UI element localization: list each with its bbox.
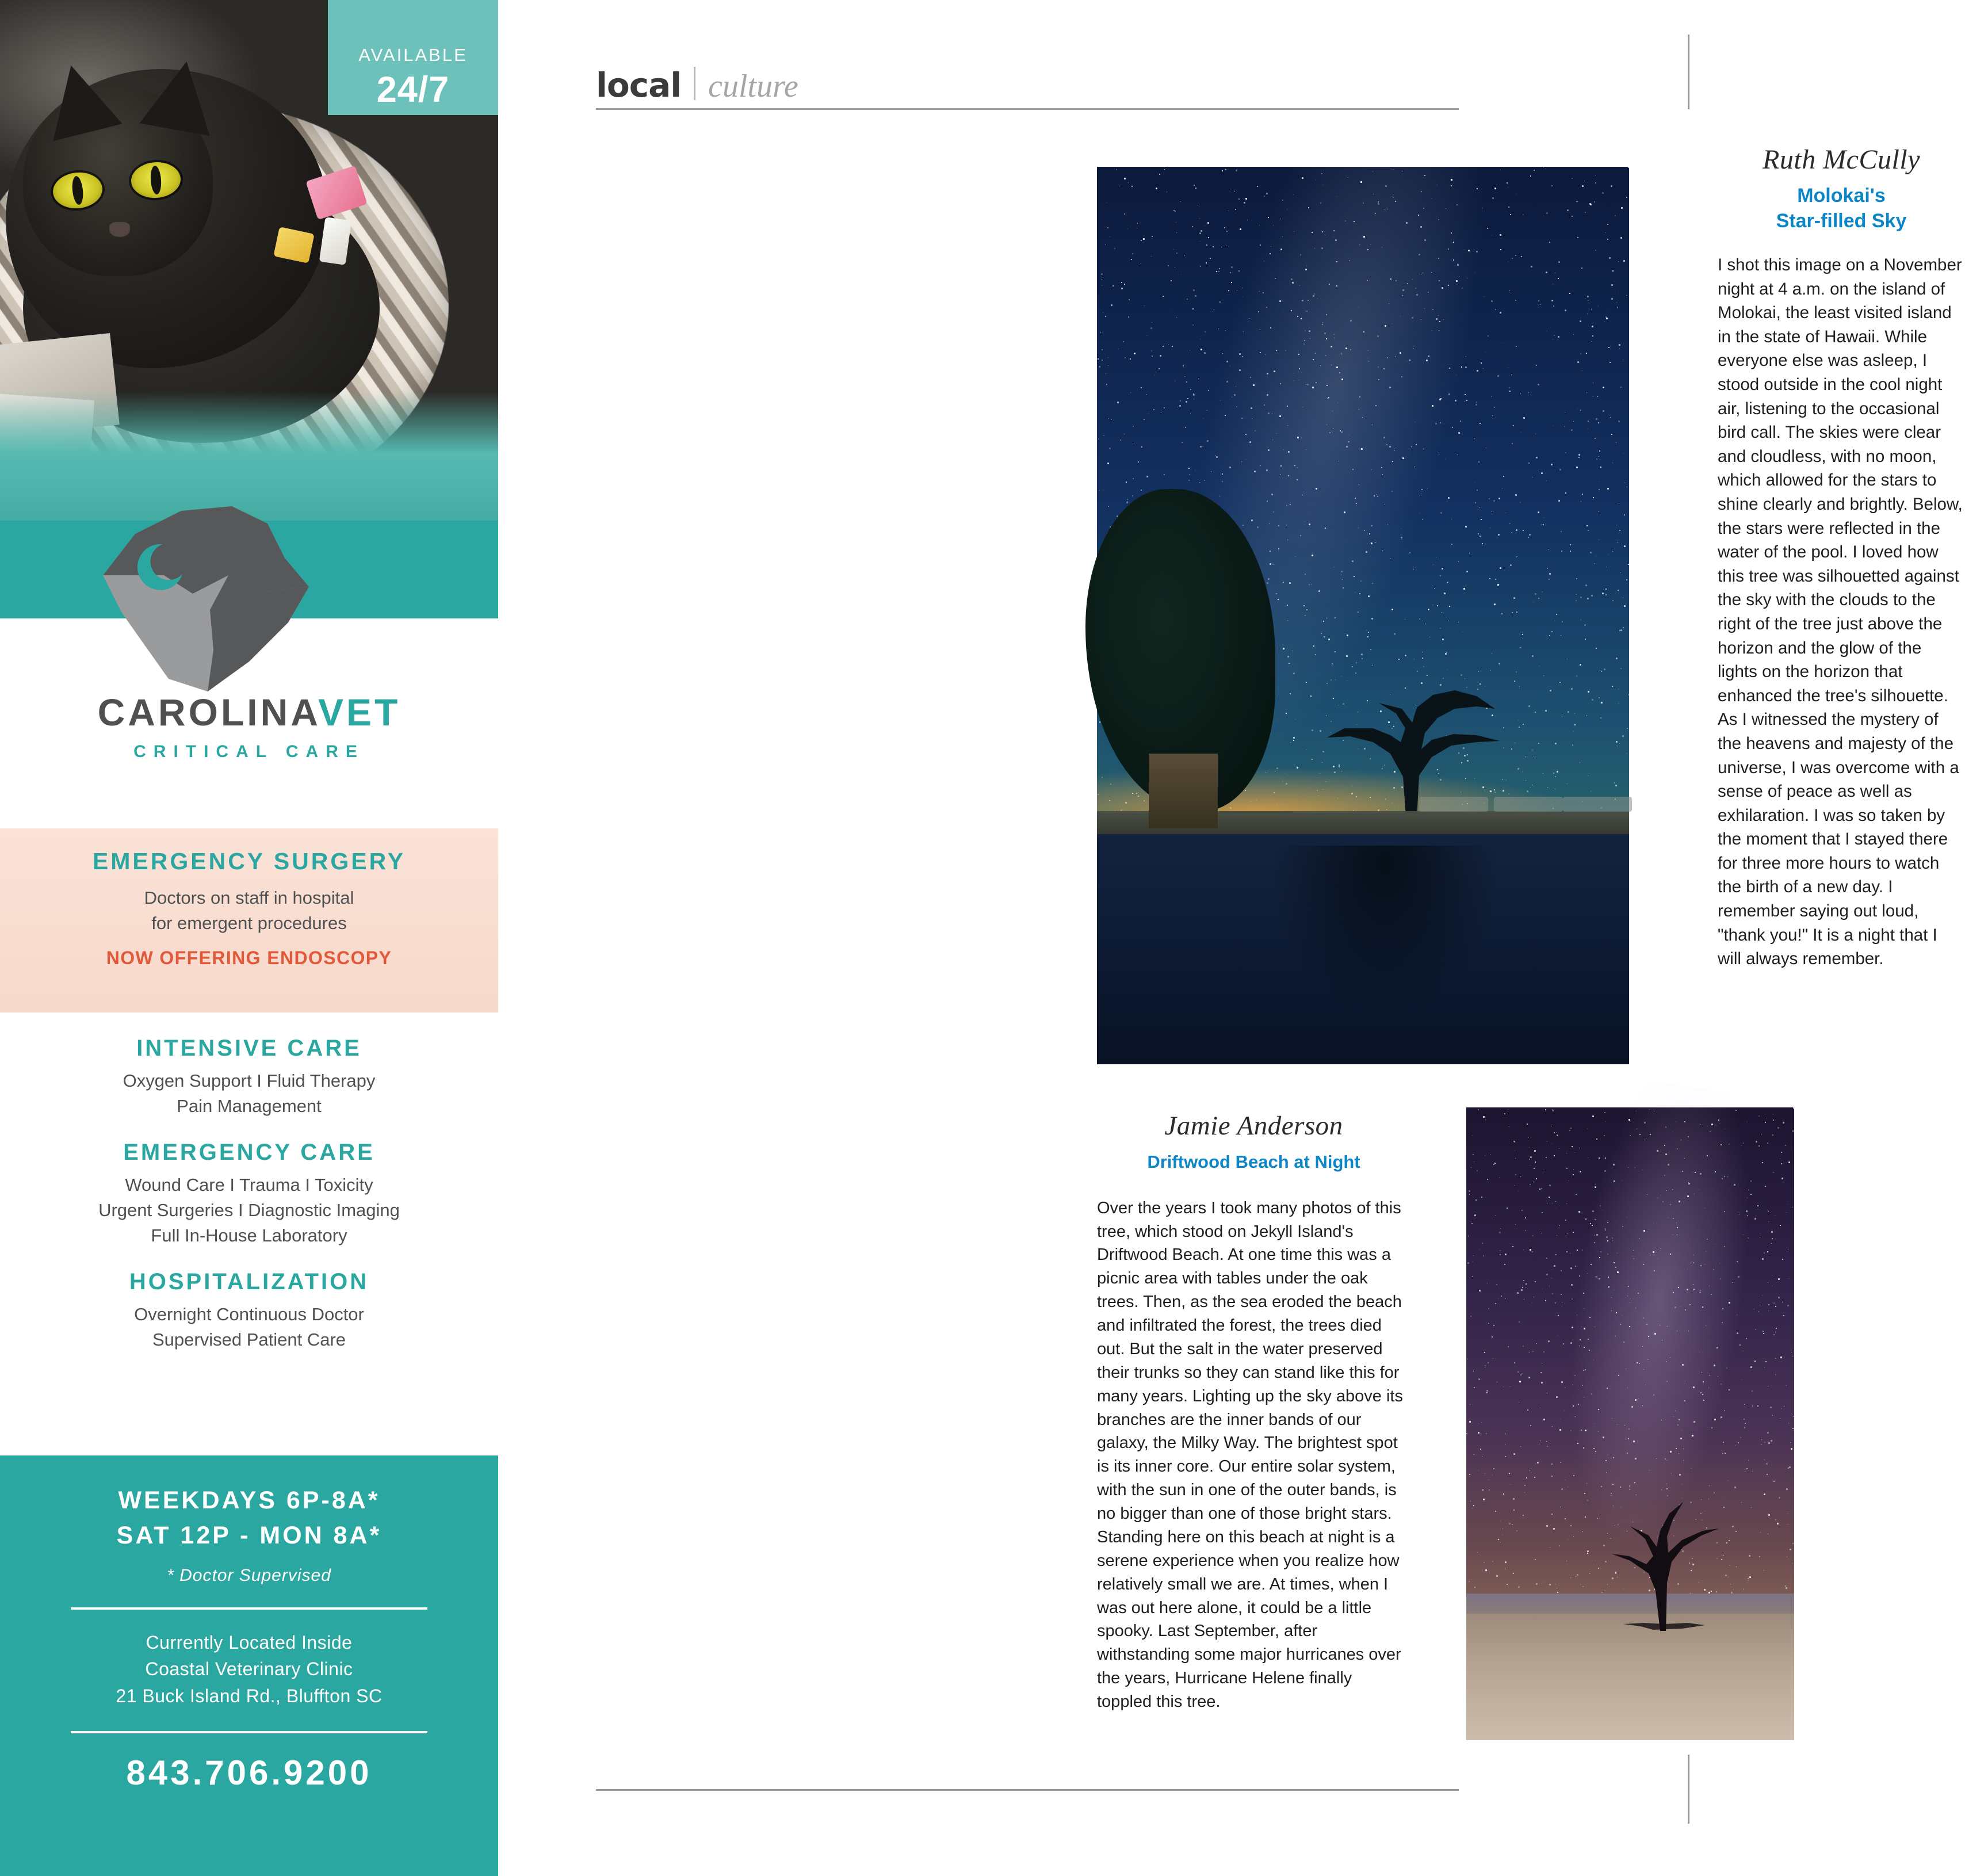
service-line: Oxygen Support I Fluid Therapy	[123, 1071, 376, 1091]
cat-ear-right	[140, 55, 222, 136]
feature-title-line-1: Molokai's	[1797, 185, 1886, 207]
feature-jamie-anderson	[1097, 1110, 1410, 1714]
cabana-hut	[1149, 754, 1218, 828]
endoscopy-highlight: NOW OFFERING ENDOSCOPY	[106, 947, 392, 969]
author-name: Ruth McCully	[1763, 144, 1920, 175]
address-line-2: Coastal Veterinary Clinic	[145, 1659, 353, 1680]
lounge-chair	[1563, 797, 1632, 812]
feature-body: I shot this image on a November night at 4 a.m. on the island of Molokai, the least visited island in the state of Hawaii. While everyone else was asleep, I stood outside in the cool night air, listening to the occasional bird call. The skies were clear and cloudless, with no moon, which allowed for the stars to shine clearly and brightly. Below, the stars were reflected in the water of the pool. I loved how this tree was silhouetted against the sky with the clouds to the right of the tree just above the horizon and the glow of the lights on the horizon that enhanced the tree's silhouette. As I witnessed the mystery of the heavens and majesty of the universe, I was overcome with a sense of peace as well as exhilaration. I was so taken by the moment that I stayed there for three more hours to watch the birth of a new day. I remember saying out loud, "thank you!" It is a night that I will always remember.	[1718, 255, 1963, 969]
masthead-brand: local	[596, 66, 682, 105]
logo-block	[0, 477, 498, 805]
services-list	[0, 1036, 498, 1373]
lounge-chair	[1494, 797, 1563, 812]
service-line: Overnight Continuous Doctor	[134, 1304, 364, 1325]
advertisement-panel	[0, 0, 498, 1876]
availability-label: AVAILABLE	[358, 45, 468, 65]
cat-eye-left	[51, 170, 104, 211]
photo-driftwood-beach	[1466, 1107, 1794, 1740]
divider	[71, 1731, 427, 1733]
service-group-intensive-care	[0, 1036, 498, 1119]
cat-nose	[109, 222, 130, 237]
photo-molokai-night-sky	[1097, 167, 1629, 1064]
emergency-surgery-line-1: Doctors on staff in hospital	[144, 888, 354, 908]
masthead	[596, 63, 798, 105]
magazine-page	[498, 0, 1963, 1876]
hours-line-2: SAT 12P - MON 8A*	[116, 1522, 382, 1550]
emergency-surgery-block	[0, 828, 498, 1012]
address-line-1: Currently Located Inside	[146, 1632, 353, 1653]
logo-wordmark	[0, 690, 498, 762]
service-group-hospitalization	[0, 1269, 498, 1352]
feature-body: Over the years I took many photos of this tree, which stood on Jekyll Island's Driftwood Beach. At one time this was a picnic area with tables under the oak trees. Then, as the sea eroded the beach and infiltrated the forest, the trees died out. But the salt in the water preserved their trunks so they can stand like this for many years. Lighting up the sky above its branches are the inner bands of our galaxy, the Milky Way. The brightest spot is its inner core. Our entire solar system, with the sun in one of the outer bands, is no bigger than one of those bright stars. Standing here on this beach at night is a serene experience when you realize how relatively small we are. At times, when I was out here alone, it could be a little spooky. Last September, after withstanding some major hurricanes over the years, Hurricane Helene finally toppled this tree.	[1097, 1198, 1403, 1711]
address-line-3: 21 Buck Island Rd., Bluffton SC	[116, 1685, 383, 1706]
hours-and-contact-block	[0, 1455, 498, 1876]
service-line: Urgent Surgeries I Diagnostic Imaging	[98, 1200, 400, 1221]
hours-note: * Doctor Supervised	[167, 1566, 331, 1585]
service-group-emergency-care	[0, 1140, 498, 1248]
tree-reflection	[1270, 846, 1500, 1018]
lounge-chair	[1419, 797, 1488, 812]
service-line: Wound Care I Trauma I Toxicity	[125, 1175, 373, 1195]
author-name: Jamie Anderson	[1164, 1111, 1343, 1141]
availability-badge	[328, 0, 498, 115]
service-line: Pain Management	[177, 1096, 322, 1117]
emergency-surgery-title: EMERGENCY SURGERY	[92, 848, 406, 874]
hours-line-1: WEEKDAYS 6P-8A*	[118, 1487, 380, 1514]
masthead-divider	[694, 67, 695, 100]
cat-head	[23, 86, 213, 276]
phone-number[interactable]: 843.706.9200	[126, 1753, 372, 1793]
driftwood-tree-icon	[1596, 1476, 1728, 1631]
masthead-section: culture	[708, 68, 798, 104]
divider	[71, 1607, 427, 1610]
cat-eye-right	[130, 161, 182, 200]
service-line: Full In-House Laboratory	[151, 1225, 347, 1246]
emergency-surgery-line-2: for emergent procedures	[151, 913, 347, 934]
beach-sand	[1466, 1614, 1794, 1740]
rule-top	[596, 108, 1459, 110]
logo-brand-secondary: VET	[318, 691, 401, 733]
feature-ruth-mccully	[1718, 144, 1965, 971]
rule-bottom	[596, 1789, 1459, 1791]
service-title: HOSPITALIZATION	[129, 1269, 369, 1295]
service-line: Supervised Patient Care	[152, 1329, 346, 1350]
service-title: EMERGENCY CARE	[123, 1140, 375, 1166]
availability-value: 24/7	[376, 70, 450, 110]
logo-tagline: CRITICAL CARE	[133, 742, 365, 761]
feature-title: Driftwood Beach at Night	[1147, 1152, 1360, 1172]
service-title: INTENSIVE CARE	[136, 1036, 362, 1061]
feature-title-line-2: Star-filled Sky	[1776, 209, 1907, 232]
logo-brand-primary: CAROLINA	[97, 691, 319, 733]
south-carolina-logo-icon	[95, 489, 342, 702]
